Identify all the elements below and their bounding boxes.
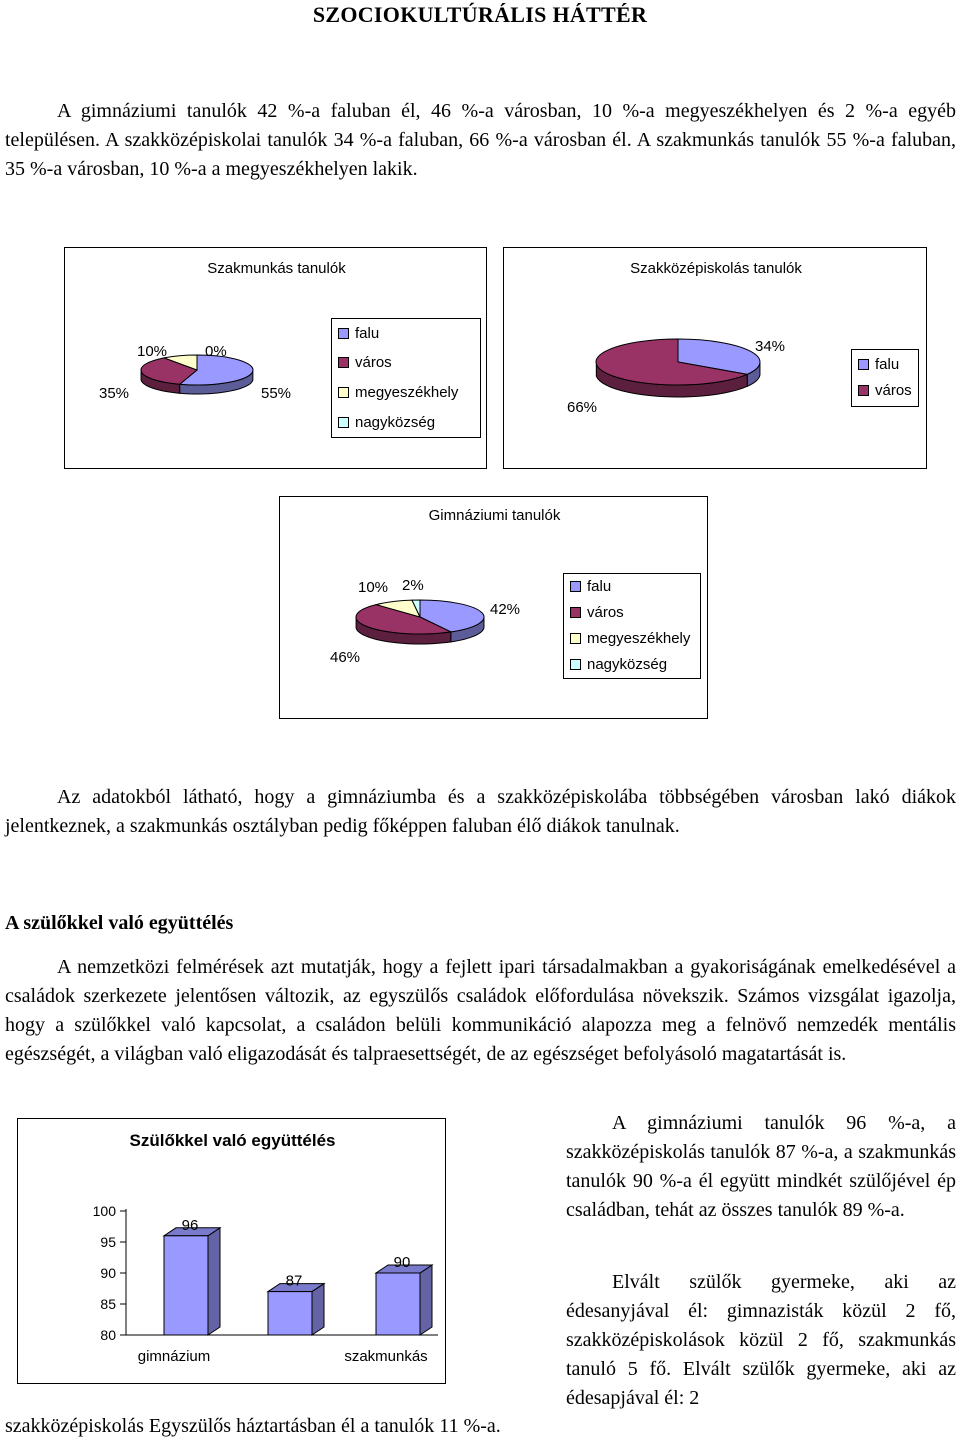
section-heading: A szülőkkel való együttélés	[5, 912, 234, 934]
y-tick-label: 100	[92, 1203, 116, 1219]
legend-item-falu	[858, 356, 899, 373]
bar	[164, 1236, 208, 1335]
chart-legend	[851, 349, 919, 407]
chart-title: Szakközépiskolás tanulók	[630, 260, 802, 277]
legend-item-falu	[570, 578, 611, 595]
legend-swatch	[338, 357, 349, 368]
chart-legend	[563, 573, 701, 679]
legend-item-varos	[858, 382, 912, 399]
intro-text: A gimnáziumi tanulók 42 %-a faluban él, 46 %-a városban, 10 %-a megyeszékhelyen és 2 %-a egyéb településen. A szakközépiskolai tanulók 34 %-a faluban, 66 %-a városban él. A szakmunkás tanulók 55 %-a faluban, 35 %-a városban, 10 %-a a megyeszékhelyen lakik.	[5, 100, 956, 180]
legend-label: nagyközség	[355, 414, 436, 431]
pie-chart	[350, 595, 495, 660]
bar-side	[208, 1228, 220, 1335]
legend-label: falu	[355, 325, 380, 342]
y-tick-label: 85	[100, 1296, 116, 1312]
pie-label-megye: 35%	[99, 385, 130, 402]
legend-label: megyeszékhely	[355, 384, 459, 401]
conclusion-text: Az adatokból látható, hogy a gimnáziumba és a szakközépiskolába többségében városban lakó diákok jelentkeznek, a szakmunkás osztályban pedig főképpen faluban élő diákok tanulnak.	[5, 786, 956, 837]
side-paragraph-1	[566, 1109, 956, 1225]
bar-chart	[18, 1119, 447, 1385]
page-title: SZOCIOKULTÚRÁLIS HÁTTÉR	[312, 2, 648, 27]
pie-label-nagykozseg: 0%	[205, 343, 227, 360]
legend-item-megyeszekhely	[570, 630, 690, 647]
y-tick-label: 80	[100, 1327, 116, 1343]
pie-label-varos: 10%	[137, 343, 168, 360]
pie-label-falu: 34%	[755, 338, 786, 355]
legend-swatch	[570, 633, 581, 644]
legend-item-varos	[570, 604, 624, 621]
legend-item-varos	[338, 354, 392, 371]
legend-swatch	[570, 581, 581, 592]
legend-swatch	[338, 387, 349, 398]
side-text-1: A gimnáziumi tanulók 96 %-a, a szakközépiskolás tanulók 87 %-a, a szakmunkás tanulók 90 %-a él együtt mindkét szülőjével ép családban, tehát az összes tanulók 89 %-a.	[566, 1112, 956, 1221]
legend-swatch	[858, 385, 869, 396]
x-tick-label: szakmunkás	[344, 1348, 428, 1365]
chart-legend	[331, 318, 481, 438]
pie-label-falu: 55%	[261, 385, 292, 402]
pie-label-megyeszekhely: 10%	[358, 579, 389, 596]
legend-swatch	[570, 659, 581, 670]
legend-swatch	[338, 328, 349, 339]
pie-label-varos: 46%	[330, 649, 361, 666]
pie-chart	[592, 338, 772, 408]
legend-item-megyeszekhely	[338, 384, 458, 401]
chart-title: Gimnáziumi tanulók	[428, 507, 561, 524]
bar-value-label: 90	[393, 1254, 411, 1271]
x-tick-label: gimnázium	[137, 1348, 211, 1365]
intro-paragraph	[5, 97, 956, 184]
last-line: szakközépiskolás Egyszülős háztartásban él a tanulók 11 %-a.	[5, 1415, 501, 1437]
legend-label: város	[355, 354, 392, 371]
pie-label-varos: 66%	[567, 399, 598, 416]
chart-szulokkel	[17, 1118, 446, 1384]
side-paragraph-2	[566, 1268, 956, 1413]
bar-value-label: 87	[285, 1272, 303, 1290]
legend-label: falu	[587, 578, 612, 595]
legend-swatch	[570, 607, 581, 618]
side-text-2: Elvált szülők gyermeke, aki az édesanyjával él: gimnazisták közül 2 fő, szakközépiskolások közül 2 fő, szakmunkás tanuló 5 fő. Elvált szülők gyermeke, aki az édesapjával él: 2	[566, 1271, 956, 1409]
chart-gimnaziumi	[279, 496, 708, 719]
legend-label: város	[875, 382, 912, 399]
legend-label: megyeszékhely	[587, 630, 691, 647]
bar-side	[420, 1265, 432, 1335]
pie-label-nagykozseg: 2%	[402, 577, 424, 594]
legend-swatch	[338, 417, 349, 428]
conclusion-paragraph	[5, 783, 956, 841]
bar-value-label: 96	[181, 1216, 199, 1234]
chart-title: Szülőkkel való együttélés	[129, 1131, 336, 1150]
bar-side	[312, 1284, 324, 1335]
legend-label: város	[587, 604, 624, 621]
legend-item-falu	[338, 325, 379, 342]
y-tick-label: 95	[100, 1234, 116, 1250]
bar	[376, 1273, 420, 1335]
bar	[268, 1292, 312, 1335]
y-tick-label: 90	[100, 1265, 116, 1281]
pie-label-falu: 42%	[490, 601, 521, 618]
section-text: A nemzetközi felmérések azt mutatják, hogy a fejlett ipari társadalmakban a gyakoriságának emelkedésével a családok szerkezete jelentősen változik, az egyszülős családok előfordulása növekszik. Számos vizsgálat igazolja, hogy a szülőkkel való kapcsolat, a családon belüli kommunikáció alapozza meg a felnövő nemzedék mentális egészségét, a világban való eligazodását és talpraesettségét, de az egészséget befolyásoló magatartását is.	[5, 956, 956, 1065]
legend-item-nagykozseg	[570, 656, 667, 673]
section-paragraph	[5, 953, 956, 1069]
legend-item-nagykozseg	[338, 414, 435, 431]
chart-title: Szakmunkás tanulók	[207, 260, 346, 277]
legend-label: falu	[875, 356, 900, 373]
legend-label: nagyközség	[587, 656, 668, 673]
chart-szakkozepiskolas	[503, 247, 927, 469]
chart-szakmunkas	[64, 247, 487, 469]
legend-swatch	[858, 359, 869, 370]
